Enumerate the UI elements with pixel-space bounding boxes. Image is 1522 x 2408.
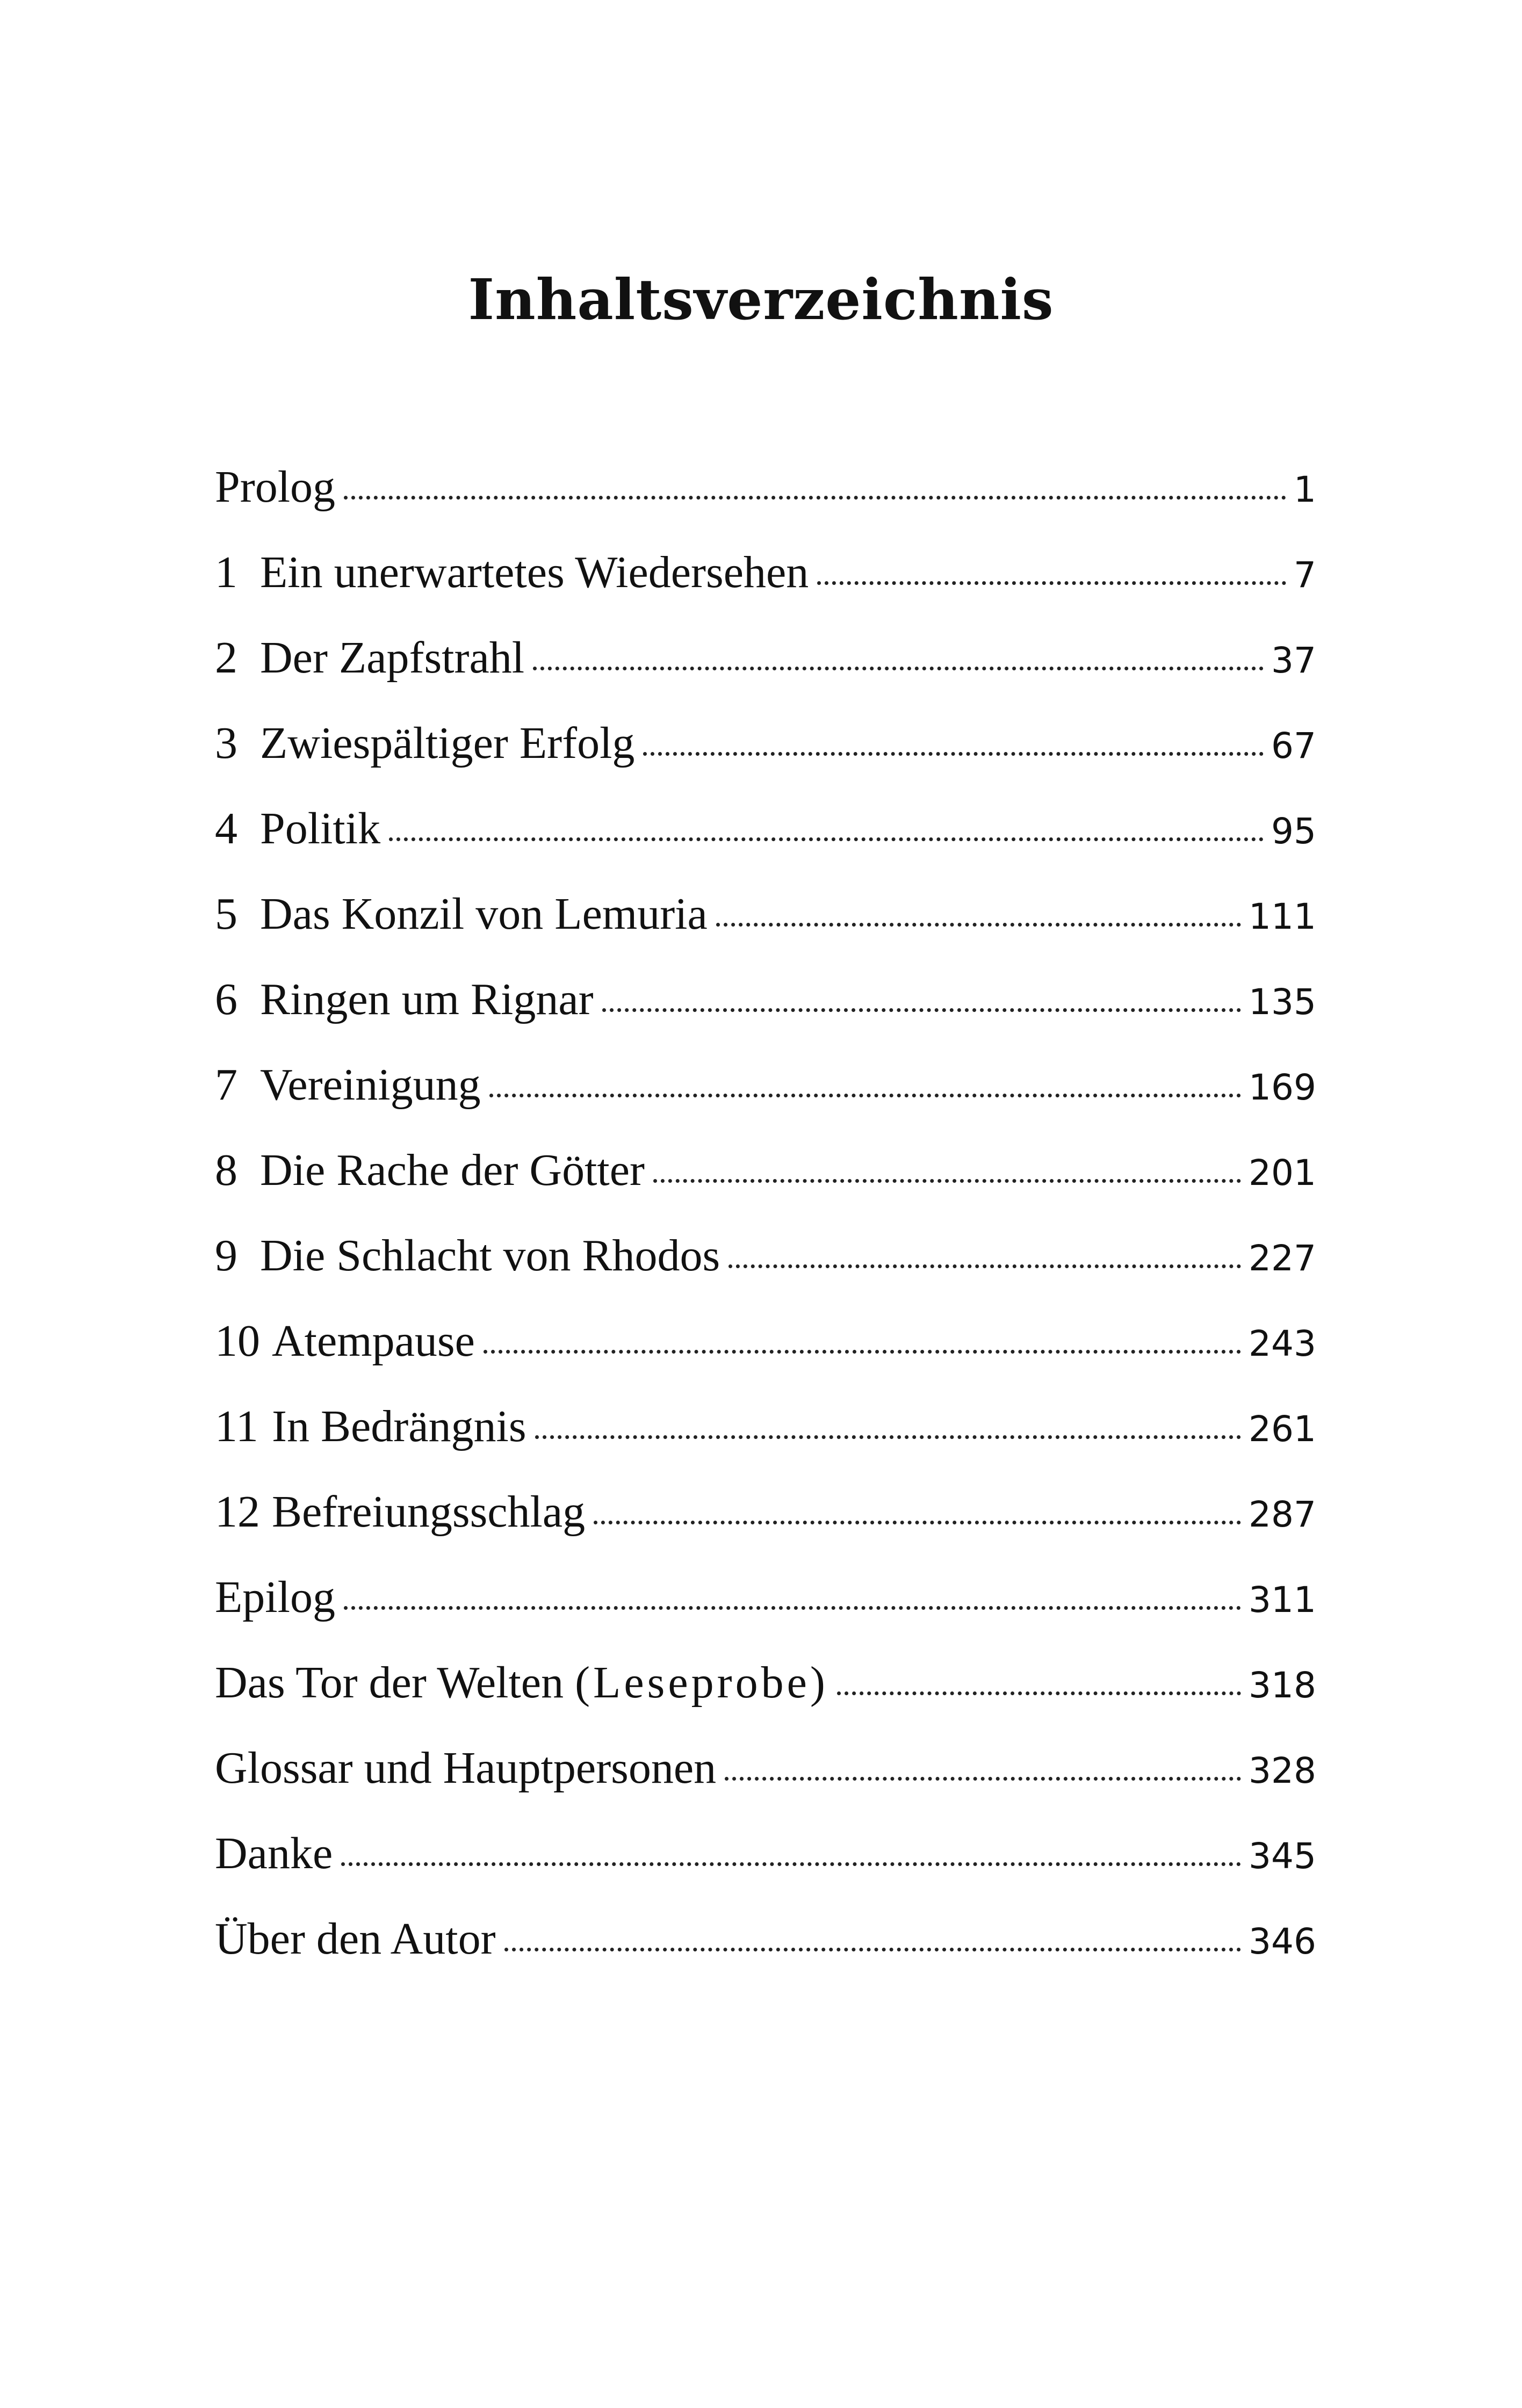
chapter-number: 12 [215, 1487, 260, 1537]
toc-entry-chapter-11 [215, 1400, 1316, 1486]
toc-entry-page: 346 [1249, 1921, 1316, 1962]
dot-leader [602, 1008, 1241, 1012]
toc-entry-page: 318 [1249, 1665, 1316, 1706]
toc-entry-chapter-3 [215, 717, 1316, 802]
toc-entry-title: Die Rache der Götter [260, 1145, 645, 1195]
toc-entry-page: 135 [1249, 981, 1316, 1023]
toc-entry-title: Prolog [215, 462, 336, 512]
dot-leader [817, 581, 1286, 585]
toc-entry-title: Atempause [272, 1316, 475, 1366]
toc-entry-label [215, 1913, 496, 1965]
toc-entry-title: Ringen um Rignar [260, 974, 594, 1024]
toc-entry-title: Vereinigung [260, 1060, 481, 1110]
dot-leader [535, 1435, 1241, 1439]
chapter-number: 11 [215, 1401, 258, 1451]
toc-entry-page: 243 [1249, 1323, 1316, 1364]
chapter-number: 9 [215, 1231, 237, 1281]
dot-leader [594, 1521, 1241, 1524]
toc-entry-label [215, 1742, 716, 1794]
toc-entry-title: Befreiungsschlag [272, 1487, 586, 1537]
toc-entry-label [215, 1657, 828, 1709]
toc-entry-label [215, 1144, 645, 1196]
toc-entry-page: 227 [1249, 1238, 1316, 1279]
toc-entry-label [215, 1059, 481, 1111]
toc-entry-label [215, 1230, 720, 1282]
toc-entry-title: Danke [215, 1828, 333, 1878]
dot-leader [716, 923, 1241, 927]
dot-leader [725, 1777, 1241, 1781]
toc-entry-chapter-1 [215, 546, 1316, 632]
toc-entry-chapter-10 [215, 1315, 1316, 1400]
dot-leader [643, 752, 1264, 756]
toc-entry-page: 328 [1249, 1750, 1316, 1791]
toc-entry-chapter-7 [215, 1059, 1316, 1144]
toc-entry-chapter-2 [215, 632, 1316, 717]
dot-leader [728, 1264, 1241, 1268]
toc-entry-chapter-6 [215, 973, 1316, 1059]
chapter-number: 5 [215, 889, 237, 939]
toc-entry-chapter-12 [215, 1486, 1316, 1571]
dot-leader [344, 496, 1286, 500]
toc-entry-label [215, 717, 634, 769]
toc-entry-title: Die Schlacht von Rhodos [260, 1231, 720, 1281]
toc-entry-title: Zwiespältiger Erfolg [260, 718, 635, 768]
toc-entry-leseprobe [215, 1657, 1316, 1742]
toc-entry-page: 287 [1249, 1494, 1316, 1535]
toc-entry-chapter-5 [215, 888, 1316, 973]
toc-entry-label [215, 1486, 585, 1538]
toc-entry-page: 311 [1249, 1579, 1316, 1621]
dot-leader [489, 1094, 1241, 1097]
toc-entry-glossar [215, 1742, 1316, 1827]
toc-entry-title-suffix: (Leseprobe) [575, 1658, 828, 1708]
toc-entry-chapter-4 [215, 802, 1316, 888]
toc-entry-page: 169 [1249, 1067, 1316, 1108]
toc-entry-label [215, 1315, 475, 1367]
toc-entry-page: 67 [1271, 725, 1316, 766]
toc-entry-page: 261 [1249, 1408, 1316, 1450]
toc-entry-title: Politik [260, 804, 381, 854]
toc-entry-page: 95 [1271, 811, 1316, 852]
toc-entry-title: In Bedrängnis [272, 1401, 526, 1451]
chapter-number: 6 [215, 974, 237, 1024]
toc-entry-label [215, 888, 708, 940]
toc-entry-title: Das Konzil von Lemuria [260, 889, 708, 939]
toc-entry-chapter-9 [215, 1230, 1316, 1315]
toc-entry-autor [215, 1913, 1316, 1998]
toc-entry-label [215, 973, 594, 1025]
toc-heading: Inhaltsverzeichnis [468, 266, 1054, 332]
dot-leader [837, 1691, 1241, 1695]
chapter-number: 2 [215, 633, 237, 683]
chapter-number: 8 [215, 1145, 237, 1195]
toc-entry-page: 111 [1249, 896, 1316, 937]
toc-entry-page: 1 [1294, 469, 1316, 510]
toc-entry-label [215, 546, 809, 598]
chapter-number: 1 [215, 547, 237, 597]
toc-entry-page: 345 [1249, 1835, 1316, 1877]
chapter-number: 7 [215, 1060, 237, 1110]
toc-entry-label [215, 1571, 335, 1623]
toc-entry-title: Über den Autor [215, 1914, 496, 1964]
toc-entry-page: 201 [1249, 1152, 1316, 1194]
toc-list [215, 461, 1316, 1998]
toc-entry-chapter-8 [215, 1144, 1316, 1230]
toc-entry-label [215, 461, 335, 513]
toc-entry-title: Der Zapfstrahl [260, 633, 525, 683]
toc-entry-label [215, 1827, 333, 1879]
dot-leader [341, 1862, 1241, 1866]
dot-leader [504, 1948, 1241, 1951]
dot-leader [389, 837, 1264, 841]
toc-entry-label [215, 1400, 526, 1452]
chapter-number: 10 [215, 1316, 260, 1366]
toc-entry-page: 7 [1294, 554, 1316, 596]
chapter-number: 3 [215, 718, 237, 768]
toc-entry-title: Ein unerwartetes Wiedersehen [260, 547, 809, 597]
toc-entry-danke [215, 1827, 1316, 1913]
toc-entry-title: Das Tor der Welten [215, 1658, 564, 1708]
toc-entry-page: 37 [1271, 640, 1316, 681]
toc-entry-label [215, 802, 380, 855]
toc-entry-epilog [215, 1571, 1316, 1657]
toc-entry-title: Glossar und Hauptpersonen [215, 1743, 717, 1793]
dot-leader [533, 667, 1264, 670]
toc-entry-prolog [215, 461, 1316, 546]
dot-leader [653, 1179, 1241, 1183]
dot-leader [484, 1350, 1241, 1354]
toc-entry-label [215, 632, 524, 684]
toc-entry-title: Epilog [215, 1572, 335, 1622]
chapter-number: 4 [215, 804, 237, 854]
dot-leader [344, 1606, 1241, 1610]
